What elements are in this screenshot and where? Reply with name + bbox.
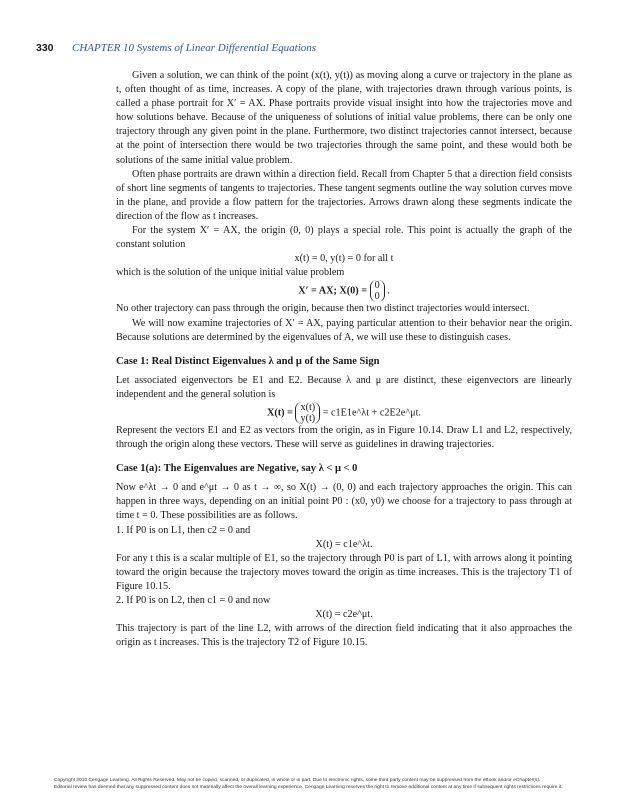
list-item-1: 1. If P0 is on L1, then c2 = 0 and: [116, 524, 251, 536]
equation-case1-item1: X(t) = c1e^λt.: [315, 538, 373, 550]
paragraph-no-trajectory: No other trajectory can pass through the origin, because then two distinct trajectories would intersect.: [116, 303, 530, 315]
paragraph-trajectory-t2: This trajectory is part of the line L2, with arrows of the direction field indicating that it also approaches the origin as t increases. This is the trajectory T2 of Figure 10.15.: [116, 623, 572, 649]
equation-case1-item2: X(t) = c2e^μt.: [315, 609, 373, 621]
footer-line-1: Copyright 2010 Cengage Learning. All Rights Reserved. May not be copied, scanned, or duplicated, in whole or in part. Due to electronic rights, some third party content may be suppressed from the eBook and/or eChapter(s).: [54, 778, 541, 783]
paragraph-scalar-multiple: For any t this is a scalar multiple of E1, so the trajectory through P0 is part of L1, with arrows along it pointing toward the origin because the trajectory moves toward the origin as time increases. This is the trajectory T1 of Figure 10.15.: [116, 552, 572, 592]
case1-heading: Case 1: Real Distinct Eigenvalues λ and μ of the Same Sign: [116, 355, 380, 367]
solution-vector-bottom: y(t): [300, 412, 316, 424]
equation-general-prefix: X(t) =: [267, 407, 293, 419]
chapter-title: CHAPTER 10 Systems of Linear Differential Equations: [72, 42, 317, 54]
equation-general-suffix: = c1E1e^λt + c2E2e^μt.: [322, 407, 421, 419]
equation-constant-solution: x(t) = 0, y(t) = 0 for all t: [294, 253, 394, 265]
paragraph-negative: Now e^λt → 0 and e^μt → 0 as t → ∞, so X(t) → (0, 0) and each trajectory approaches the origin. This can happen in three ways, depending on an initial point P0 : (x0, y0) we choose for a trajectory to pass through at time t = 0. These possibilities are as follows.: [116, 482, 572, 522]
footer-line-2: Editorial review has deemed that any suppressed content does not materially affect the overall learning experience. Cengage Learning reserves the right to remove additional content at any time if subsequent rights restrictions require it.: [54, 784, 563, 790]
copyright-footer: [54, 778, 574, 791]
paragraph-origin: For the system X′ = AX, the origin (0, 0) plays a special role. This point is actually the graph of the constant solution: [116, 225, 572, 251]
zero-vector-top: 0: [374, 280, 380, 292]
paragraph-examine: We will now examine trajectories of X′ = AX, paying particular attention to their behavior near the origin. Because solutions are determined by the eigenvalues of A, we will use these to distinguish cases.: [116, 317, 572, 343]
zero-vector: [370, 280, 385, 302]
list-item-2: 2. If P0 is on L2, then c1 = 0 and now: [116, 595, 271, 606]
paragraph-eigenvectors: Let associated eigenvectors be E1 and E2. Because λ and μ are distinct, these eigenvectors are linearly independent and the general solution is: [116, 374, 572, 400]
solution-vector-top: x(t): [300, 401, 316, 413]
case1a-heading: Case 1(a): The Eigenvalues are Negative, say λ < μ < 0: [116, 463, 358, 475]
equation-general-solution: [116, 402, 572, 424]
paragraph-direction-field: Often phase portraits are drawn within a direction field. Recall from Chapter 5 that a direction field consists of short line segments of tangents to trajectories. These tangent segments outline the way solution curves move in the plane, and provide a flow pattern for the trajectories. Arrows drawn along these segments indicate the direction of the flow as t increases.: [116, 168, 572, 222]
equation-ivp: X′ = AX; X(0) = 0 0 .: [298, 280, 390, 303]
page-number: 330: [36, 42, 54, 54]
equation-ivp-prefix: X′ = AX; X(0) =: [298, 285, 368, 297]
paragraph-trajectory: Given a solution, we can think of the point (x(t), y(t)) as moving along a curve or trajectory in the plane as t, often thought of as time, increases. A copy of the plane, with trajectories drawn through various points, is called a phase portrait for X′ = AX. Phase portraits provide visual insight into how the trajectories move and how solutions behave. Because of the uniqueness of solutions of initial value problems, there can be only one trajectory through any given point in the plane. Furthermore, two distinct trajectories cannot intersect, because at the point of intersection there would be two trajectories through the same point, and these would both be solutions of the same initial value problem.: [116, 70, 572, 166]
page-body: [116, 69, 572, 650]
zero-vector-bottom: 0: [374, 291, 380, 303]
paragraph-represent: Represent the vectors E1 and E2 as vectors from the origin, as in Figure 10.14. Draw L1 and L2, respectively, through the origin along these vectors. These will serve as guidelines in drawing trajectories.: [116, 424, 572, 451]
paragraph-ivp: which is the solution of the unique initial value problem: [116, 267, 345, 279]
solution-vector: [295, 402, 320, 424]
page-header: [36, 42, 316, 54]
